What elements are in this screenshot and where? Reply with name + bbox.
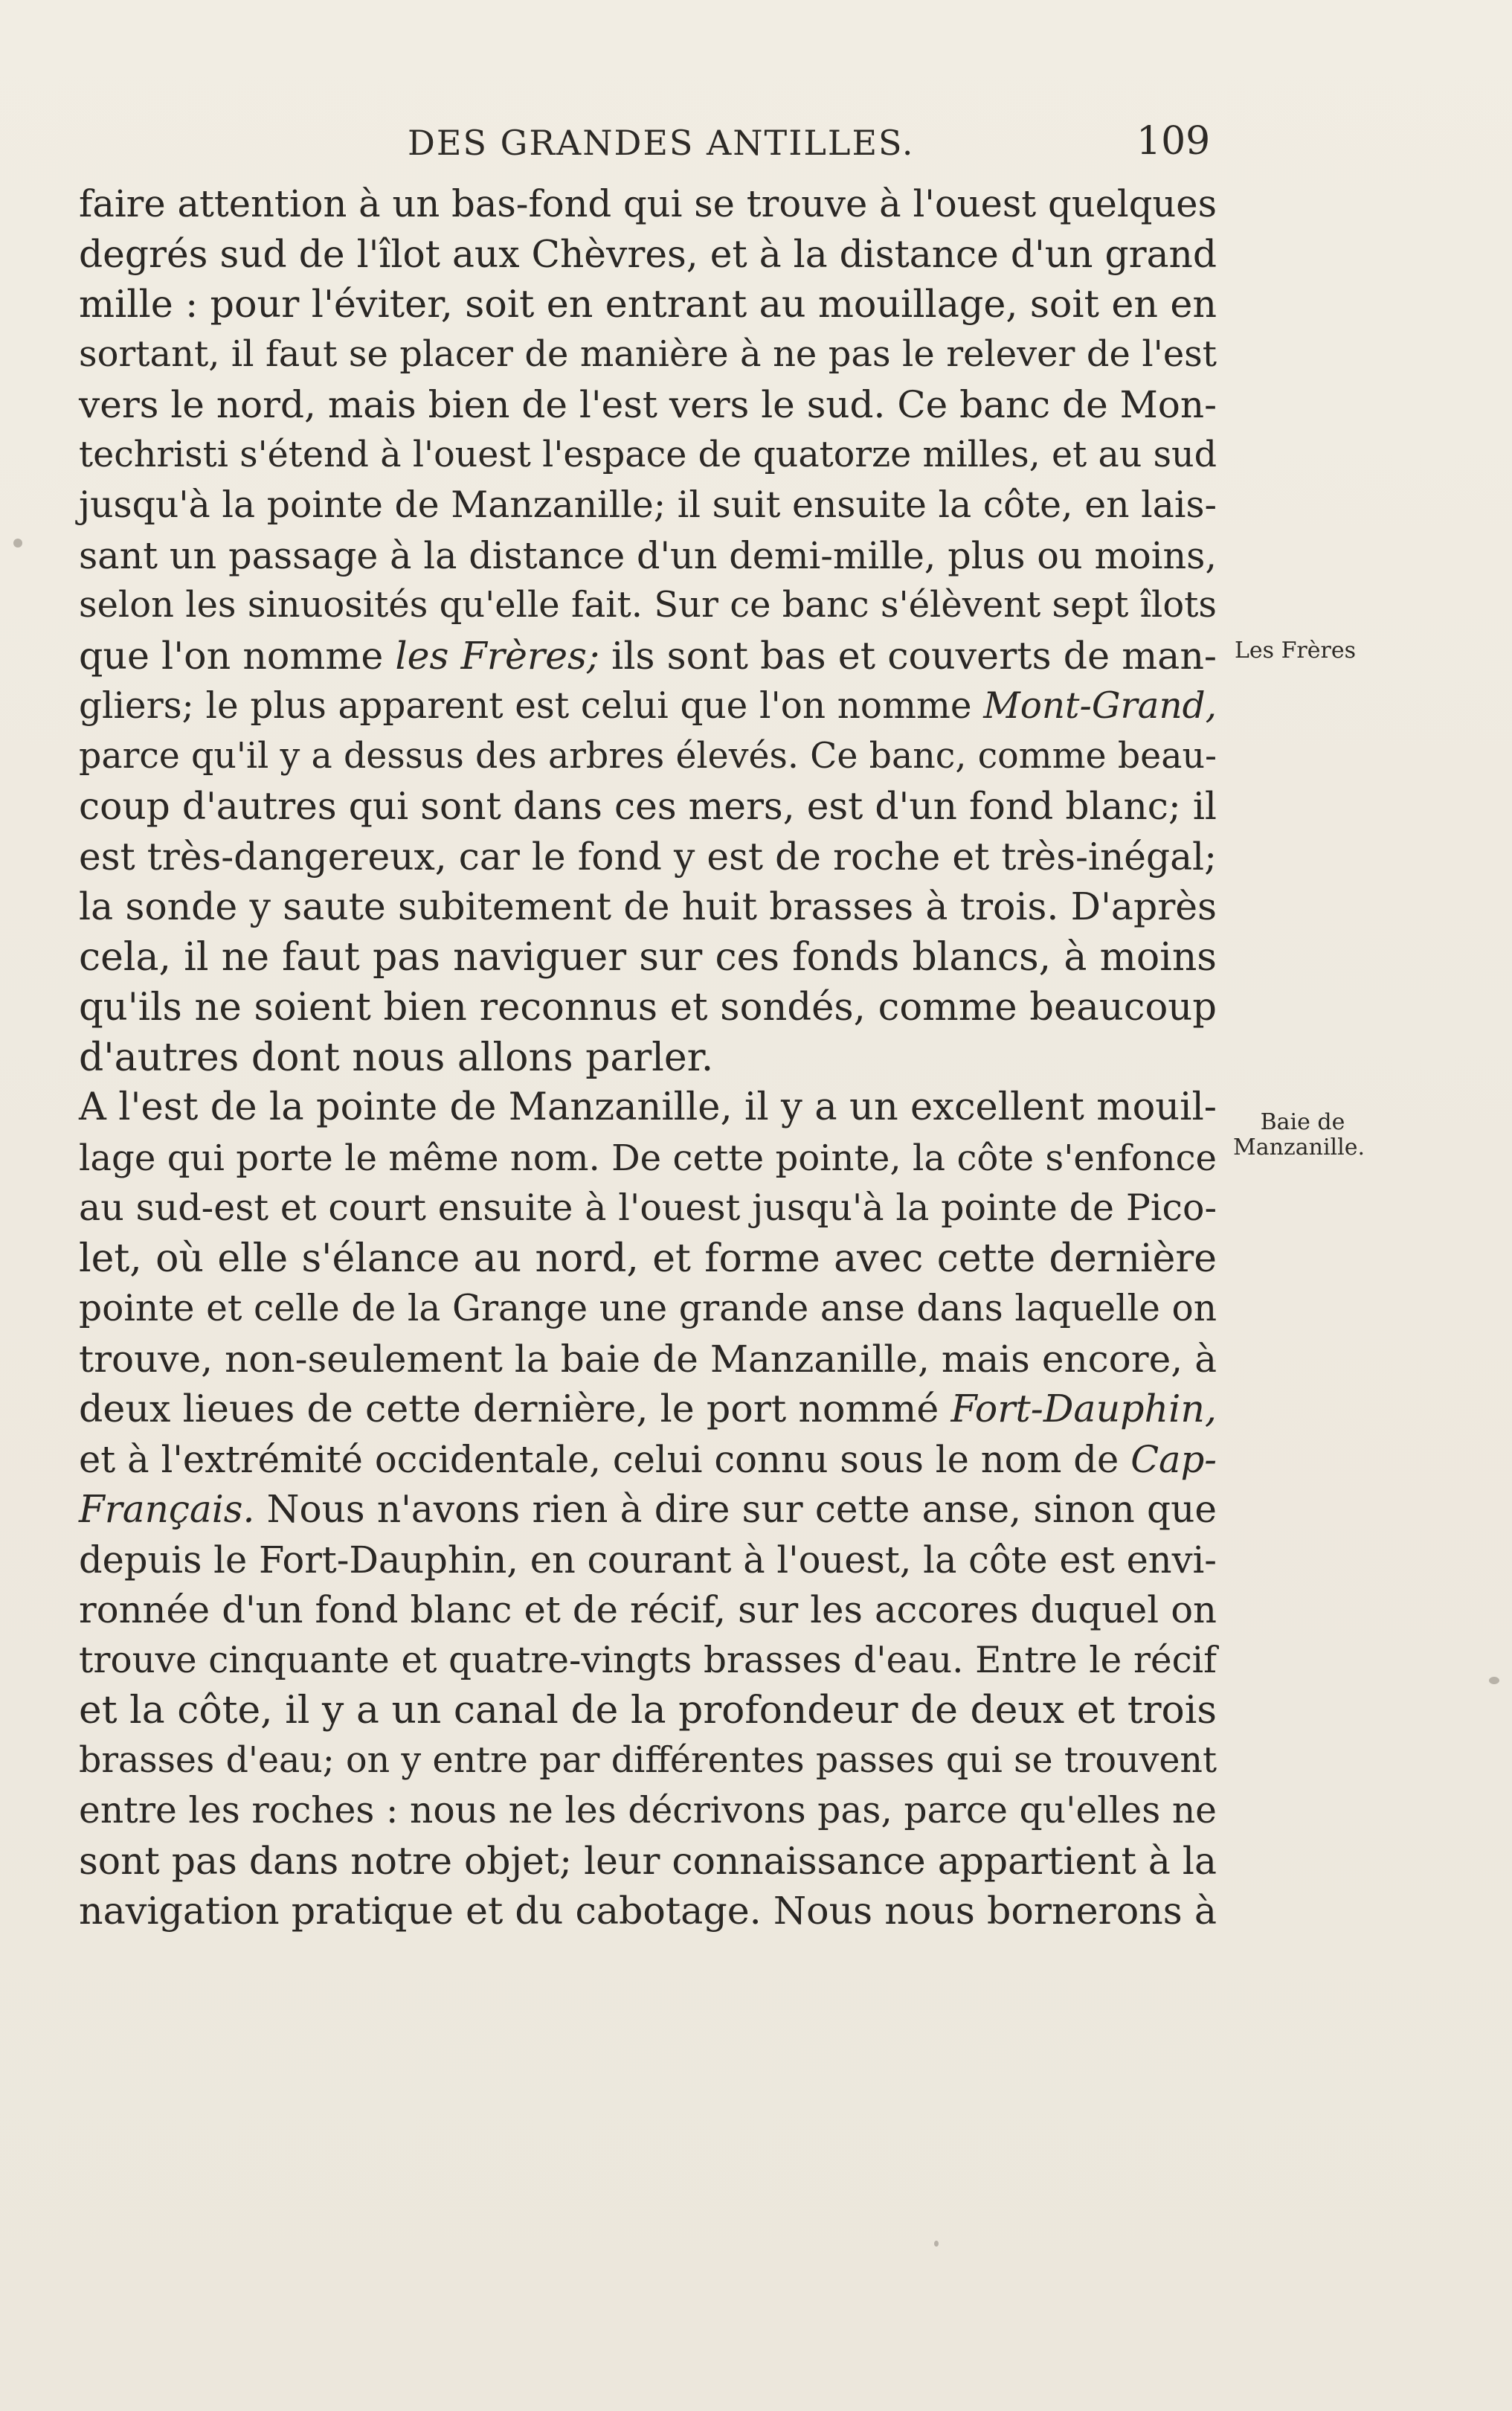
text-segment: au sud-est et court ensuite à l'ouest jusqu'à la pointe de Pico- [79, 1187, 1217, 1229]
text-segment: sortant, il faut se placer de manière à ne pas le relever de l'est [79, 334, 1217, 375]
text-segment: cela, il ne faut pas naviguer sur ces fonds blancs, à moins [79, 935, 1217, 980]
text-line [79, 1183, 1217, 1233]
text-segment: Cap- [1130, 1438, 1217, 1481]
text-line [79, 1082, 1217, 1133]
text-line [79, 982, 1217, 1033]
text-line [79, 1585, 1217, 1635]
text-segment: brasses d'eau; on y entre par différentes passes qui se trouvent [79, 1740, 1217, 1781]
page-number: 109 [1136, 119, 1211, 164]
text-line [79, 1233, 1217, 1284]
text-line [79, 1033, 1217, 1083]
text-segment: que l'on nomme [79, 634, 396, 678]
margin-note-baie-de-manzanille [1233, 1109, 1365, 1160]
text-segment: A l'est de la pointe de Manzanille, il y a un excellent mouil- [79, 1085, 1217, 1129]
text-line [79, 379, 1217, 430]
paper-speck [1489, 1677, 1499, 1684]
text-line [79, 681, 1217, 731]
text-segment: les Frères; [395, 634, 600, 678]
margin-note-les-freres [1235, 638, 1356, 664]
text-line [79, 832, 1217, 882]
text-line [79, 1384, 1217, 1434]
text-line [79, 179, 1217, 229]
text-segment: et la côte, il y a un canal de la profondeur de deux et trois [79, 1688, 1217, 1733]
text-segment: Mont-Grand, [983, 685, 1217, 727]
text-line [79, 1886, 1217, 1936]
text-line [79, 1685, 1217, 1736]
text-segment: Fort-Dauphin, [950, 1387, 1217, 1431]
paper-speck [934, 2241, 939, 2247]
text-segment: pointe et celle de la Grange une grande anse dans laquelle on [79, 1288, 1217, 1329]
text-segment: techristi s'étend à l'ouest l'espace de quatorze milles, et au sud [79, 434, 1217, 475]
text-segment: trouve cinquante et quatre-vingts brasses d'eau. Entre le récif [79, 1640, 1217, 1681]
running-title: DES GRANDES ANTILLES. [408, 123, 915, 163]
text-segment: coup d'autres qui sont dans ces mers, est d'un fond blanc; il [79, 784, 1217, 828]
text-line [79, 1635, 1217, 1686]
text-line [79, 631, 1217, 681]
text-line [79, 279, 1217, 330]
text-line [79, 530, 1217, 581]
text-line [79, 480, 1217, 530]
text-segment: Nous n'avons rien à dire sur cette anse, sinon que [254, 1487, 1217, 1531]
text-line [79, 1836, 1217, 1887]
text-segment: deux lieues de cette dernière, le port nommé [79, 1387, 951, 1431]
text-line [79, 731, 1217, 782]
text-line [79, 1484, 1217, 1535]
paper-speck [13, 539, 22, 548]
text-segment: depuis le Fort-Dauphin, en courant à l'ouest, la côte est envi- [79, 1538, 1217, 1582]
margin-note-les-freres-text: Les Frères [1235, 638, 1357, 664]
text-segment: navigation pratique et du cabotage. Nous nous bornerons à [79, 1889, 1217, 1933]
text-segment: la sonde y saute subitement de huit brasses à trois. D'après [79, 885, 1217, 928]
text-line [79, 781, 1217, 832]
text-line [79, 1535, 1217, 1585]
text-line [79, 882, 1217, 932]
text-line [79, 1785, 1217, 1836]
text-line [79, 1434, 1217, 1485]
text-segment: trouve, non-seulement la baie de Manzanille, mais encore, à [79, 1338, 1217, 1381]
text-segment: est très-dangereux, car le fond y est de roche et très-inégal; [79, 835, 1217, 879]
text-line [79, 1736, 1217, 1786]
text-segment: faire attention à un bas-fond qui se trouve à l'ouest quelques [79, 182, 1217, 225]
text-segment: et à l'extrémité occidentale, celui connu sous le nom de [79, 1438, 1131, 1481]
text-segment: gliers; le plus apparent est celui que l'on nomme [79, 685, 984, 727]
margin-note-baie-line1: Baie de [1260, 1109, 1345, 1135]
text-segment: vers le nord, mais bien de l'est vers le sud. Ce banc de Mon- [79, 383, 1217, 426]
margin-note-baie-line2: Manzanille. [1233, 1134, 1365, 1160]
text-line [79, 430, 1217, 481]
text-segment: degrés sud de l'îlot aux Chèvres, et à la distance d'un grand [79, 232, 1217, 276]
text-segment: selon les sinuosités qu'elle fait. Sur ce banc s'élèvent sept îlots [79, 585, 1217, 626]
text-segment: entre les roches : nous ne les décrivons pas, parce qu'elles ne [79, 1790, 1217, 1831]
text-segment: sant un passage à la distance d'un demi-mille, plus ou moins, [79, 534, 1217, 577]
text-segment: qu'ils ne soient bien reconnus et sondés, comme beaucoup [79, 985, 1217, 1030]
text-segment: parce qu'il y a dessus des arbres élevés. Ce banc, comme beau- [79, 736, 1217, 777]
text-segment: mille : pour l'éviter, soit en entrant au mouillage, soit en en [79, 282, 1217, 326]
text-line [79, 1133, 1217, 1184]
text-line [79, 330, 1217, 380]
text-line [79, 580, 1217, 631]
text-line [79, 1283, 1217, 1334]
text-segment: sont pas dans notre objet; leur connaissance appartient à la [79, 1839, 1217, 1883]
text-segment: ronnée d'un fond blanc et de récif, sur les accores duquel on [79, 1588, 1217, 1631]
text-segment: lage qui porte le même nom. De cette pointe, la côte s'enfonce [79, 1137, 1217, 1179]
text-line [79, 932, 1217, 983]
text-line [79, 229, 1217, 280]
text-segment: jusqu'à la pointe de Manzanille; il suit ensuite la côte, en lais- [79, 484, 1217, 526]
text-segment: Français. [79, 1487, 255, 1531]
text-segment: d'autres dont nous allons parler. [79, 1036, 714, 1080]
text-segment: let, où elle s'élance au nord, et forme avec cette dernière [79, 1236, 1217, 1281]
text-line [79, 1334, 1217, 1384]
text-segment: ils sont bas et couverts de man- [599, 634, 1217, 678]
